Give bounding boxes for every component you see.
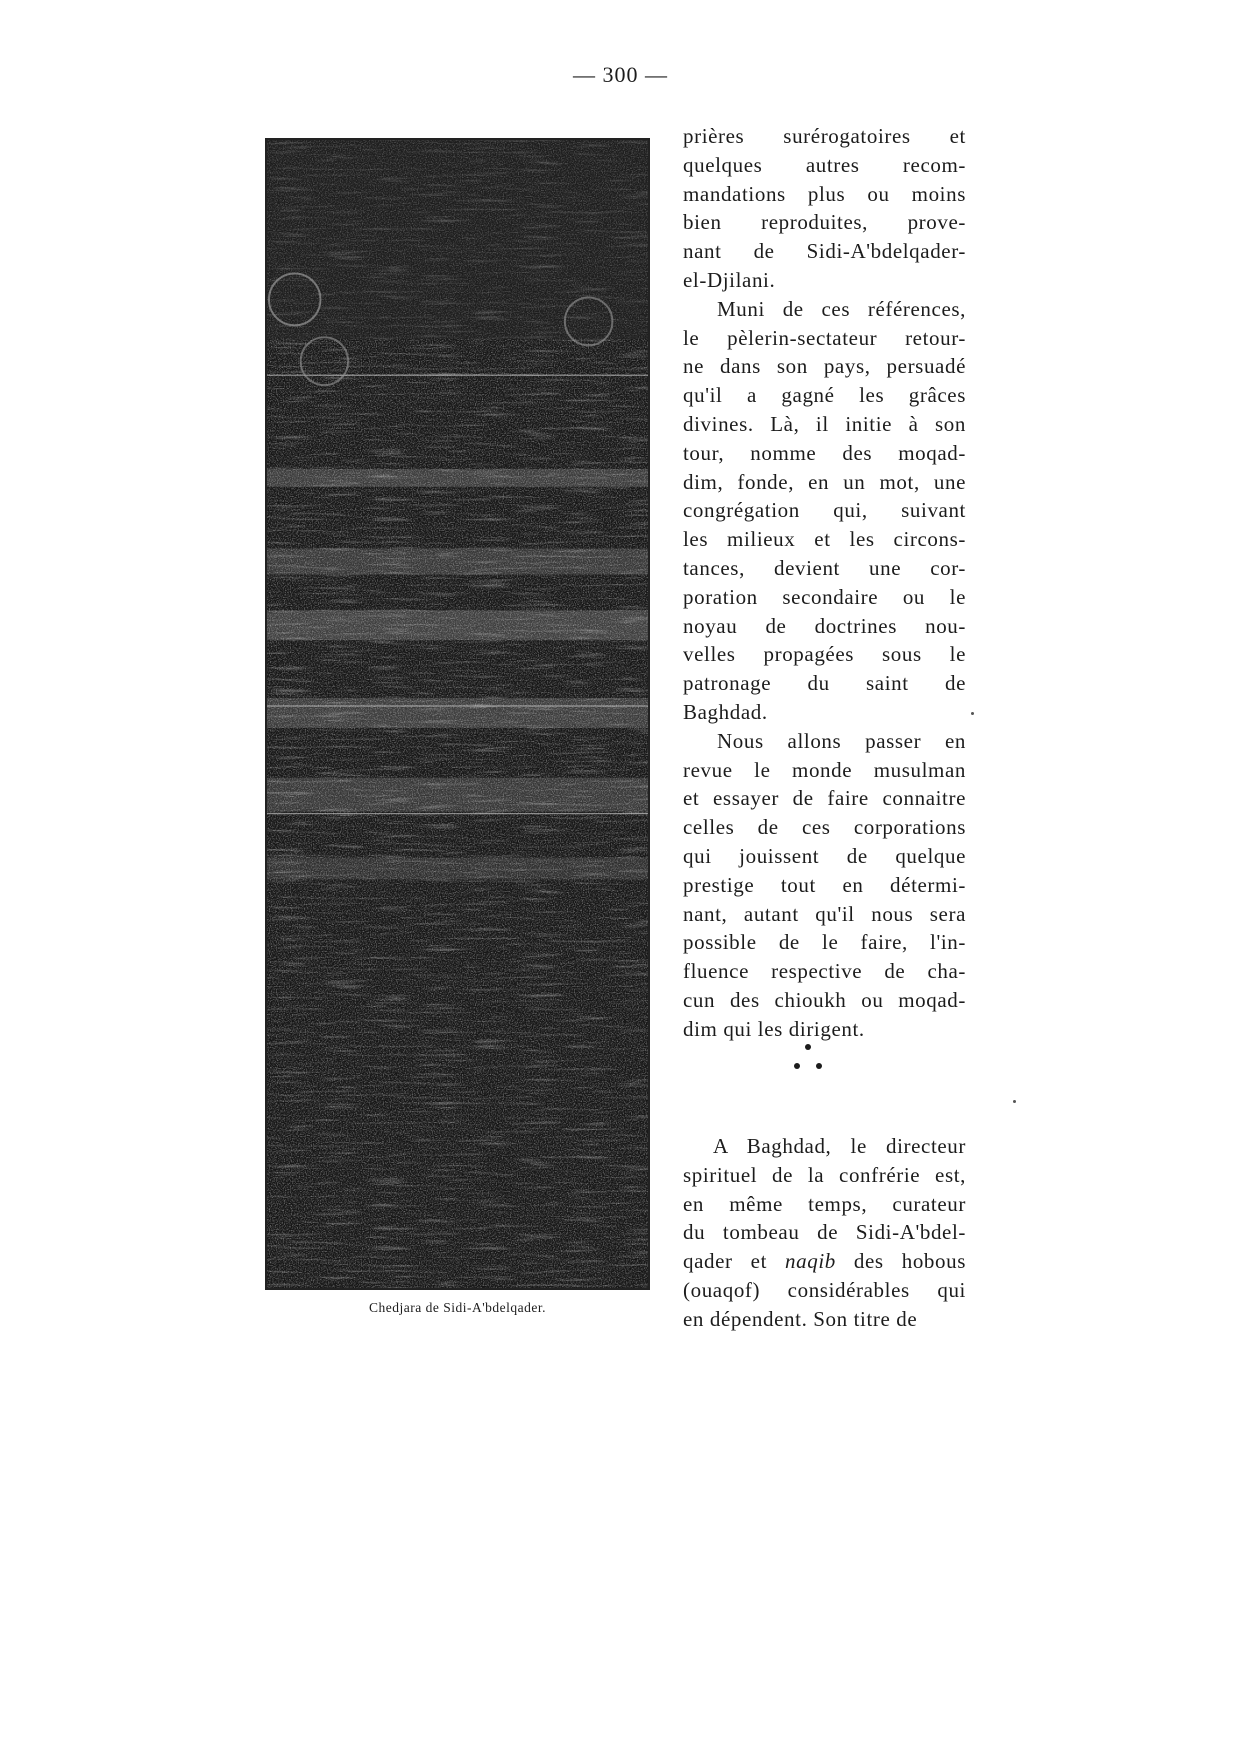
text-line: tour, nomme des moqad- xyxy=(683,440,966,465)
plate-caption: Chedjara de Sidi-A'bdelqader. xyxy=(368,1300,546,1315)
print-speck xyxy=(971,712,974,715)
text-line: poration secondaire ou le xyxy=(683,584,966,609)
text-line: fluence respective de cha- xyxy=(683,959,966,984)
text-line: du tombeau de Sidi-A'bdel- xyxy=(683,1220,966,1245)
text-line: et essayer de faire connaitre xyxy=(683,786,966,811)
text-line: les milieux et les circons- xyxy=(683,527,966,552)
section-divider-asterism xyxy=(780,1036,840,1076)
text-line: el-Djilani. xyxy=(683,267,776,292)
text-line: prestige tout en détermi- xyxy=(683,872,966,897)
text-line: prières surérogatoires et xyxy=(683,124,966,148)
text-line: divines. Là, il initie à son xyxy=(683,411,966,436)
text-line: congrégation qui, suivant xyxy=(683,498,966,523)
text-line: qader et naqib des hobous xyxy=(683,1249,966,1274)
text-line: en même temps, curateur xyxy=(683,1191,966,1216)
text-line: celles de ces corporations xyxy=(683,815,966,840)
text-line: noyau de doctrines nou- xyxy=(683,613,966,638)
text-line: nant de Sidi-A'bdelqader- xyxy=(683,239,966,264)
text-line: le pèlerin-sectateur retour- xyxy=(683,325,966,350)
page-number: — 300 — xyxy=(573,62,668,87)
text-line: A Baghdad, le directeur xyxy=(713,1134,966,1158)
text-line: mandations plus ou moins xyxy=(683,181,966,206)
print-speck xyxy=(1013,1100,1016,1103)
text-line: qui jouissent de quelque xyxy=(683,843,966,868)
text-column-top xyxy=(683,122,966,1044)
text-line: ne dans son pays, persuadé xyxy=(683,354,966,379)
text-line: Baghdad. xyxy=(683,699,768,724)
text-line: Nous allons passer en xyxy=(717,728,966,753)
text-line: patronage du saint de xyxy=(683,671,966,696)
text-line: nant, autant qu'il nous sera xyxy=(683,901,966,926)
text-line: dim qui les dirigent. xyxy=(683,1016,865,1041)
text-line: en dépendent. Son titre de xyxy=(683,1306,918,1331)
text-line: dim, fonde, en un mot, une xyxy=(683,469,966,494)
text-line: (ouaqof) considérables qui xyxy=(683,1277,966,1302)
text-column-bottom xyxy=(683,1132,966,1334)
text-line: cun des chioukh ou moqad- xyxy=(683,987,966,1012)
text-line: bien reproduites, prove- xyxy=(683,210,966,235)
text-line: tances, devient une cor- xyxy=(683,555,966,580)
text-line: qu'il a gagné les grâces xyxy=(683,383,966,408)
text-line: spirituel de la confrérie est, xyxy=(683,1162,966,1187)
text-line: Muni de ces références, xyxy=(717,296,966,321)
text-line: quelques autres recom- xyxy=(683,152,966,177)
text-line: velles propagées sous le xyxy=(683,642,966,667)
text-line: possible de le faire, l'in- xyxy=(683,930,966,955)
plate-image xyxy=(265,138,650,1290)
text-line: revue le monde musulman xyxy=(683,757,966,782)
